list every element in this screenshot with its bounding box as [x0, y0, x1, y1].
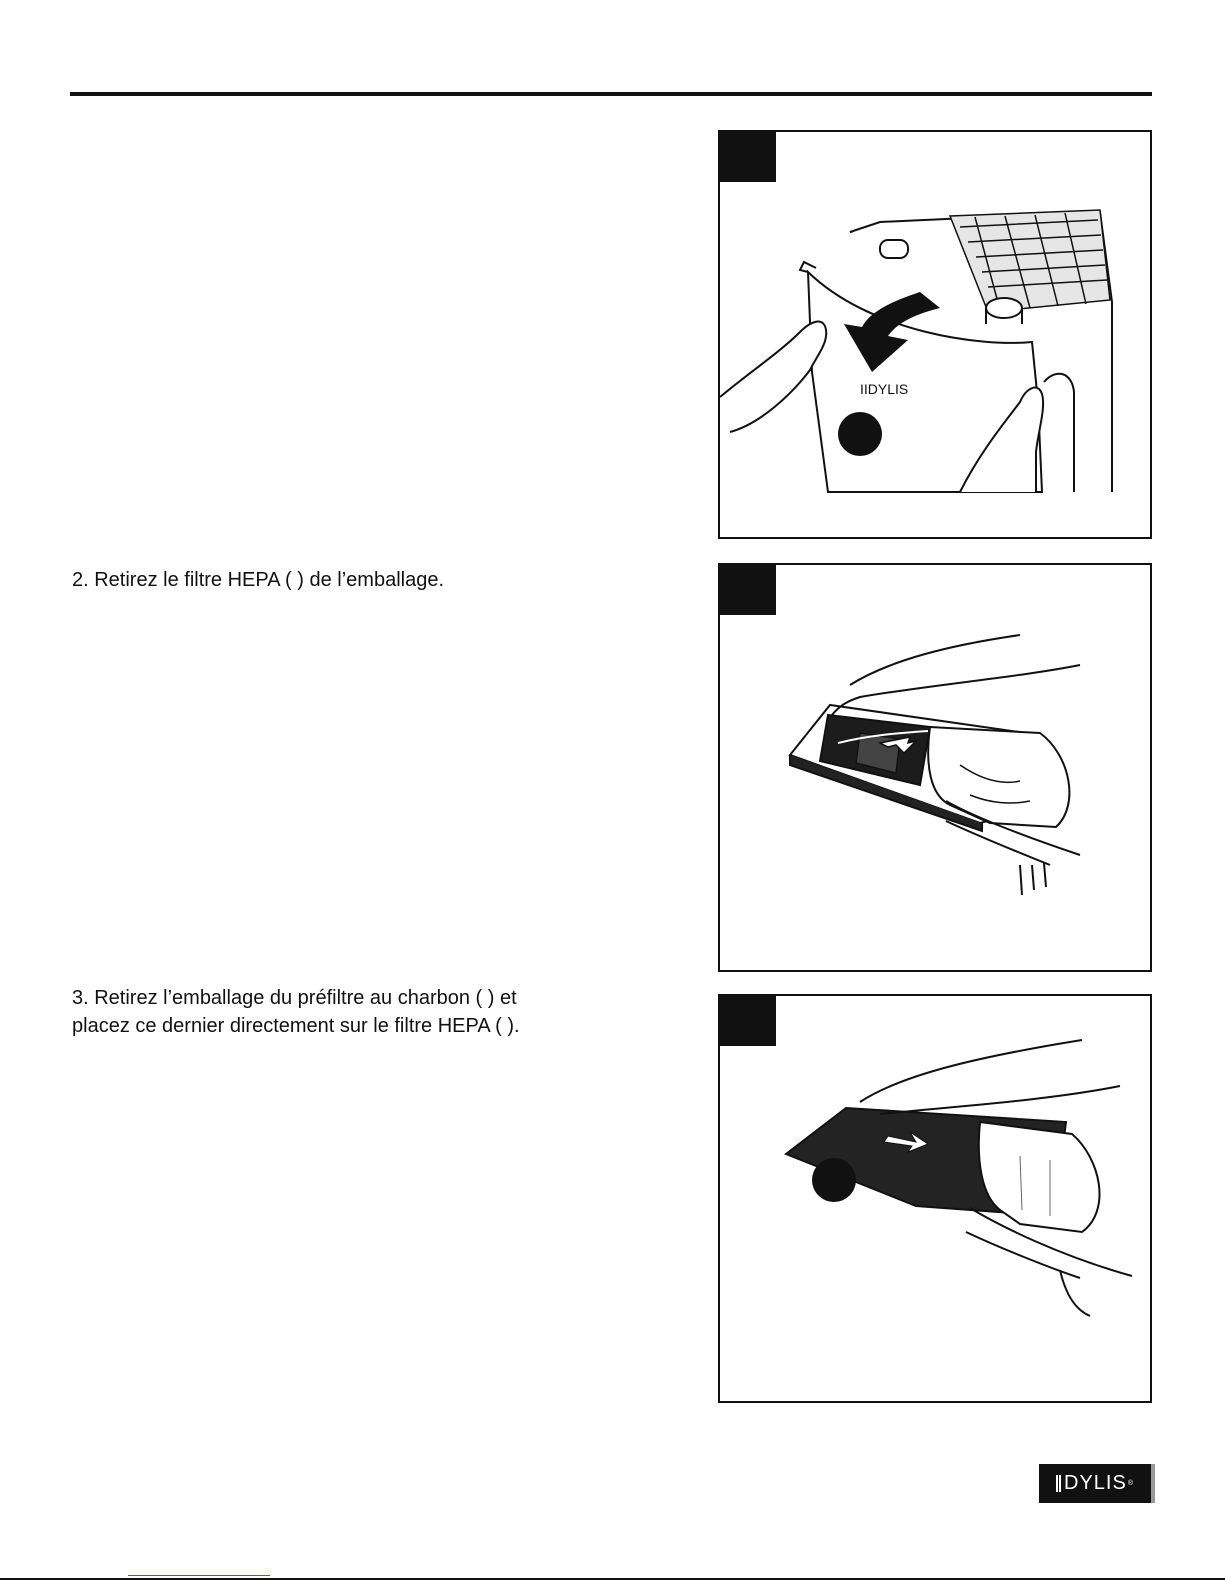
figure-1-logo-text: IIDYLIS [860, 381, 909, 397]
step-3-line-1: 3. Retirez l’emballage du préfiltre au charbon ( ) et [72, 987, 517, 1009]
footer-link-underline [128, 1575, 270, 1576]
carbon-prefilter-placement-illustration [720, 996, 1150, 1401]
hepa-filter-unpacking-illustration [720, 565, 1150, 970]
figure-3 [718, 994, 1152, 1403]
logo-bars-icon [1056, 1475, 1061, 1492]
logo-registered-mark: ® [1127, 1480, 1134, 1487]
step-3-text [72, 984, 662, 1040]
front-cover-removal-illustration [720, 132, 1150, 537]
figure-1 [718, 130, 1152, 539]
brand-logo [1039, 1464, 1151, 1503]
step-3-line-2: placez ce dernier directement sur le filtre HEPA ( ). [72, 1015, 520, 1037]
step-2-text: 2. Retirez le filtre HEPA ( ) de l’emballage. [72, 569, 445, 591]
footer-rule [0, 1578, 1225, 1580]
figure-2 [718, 563, 1152, 972]
logo-text: DYLIS [1064, 1472, 1127, 1494]
header-rule [70, 92, 1152, 96]
